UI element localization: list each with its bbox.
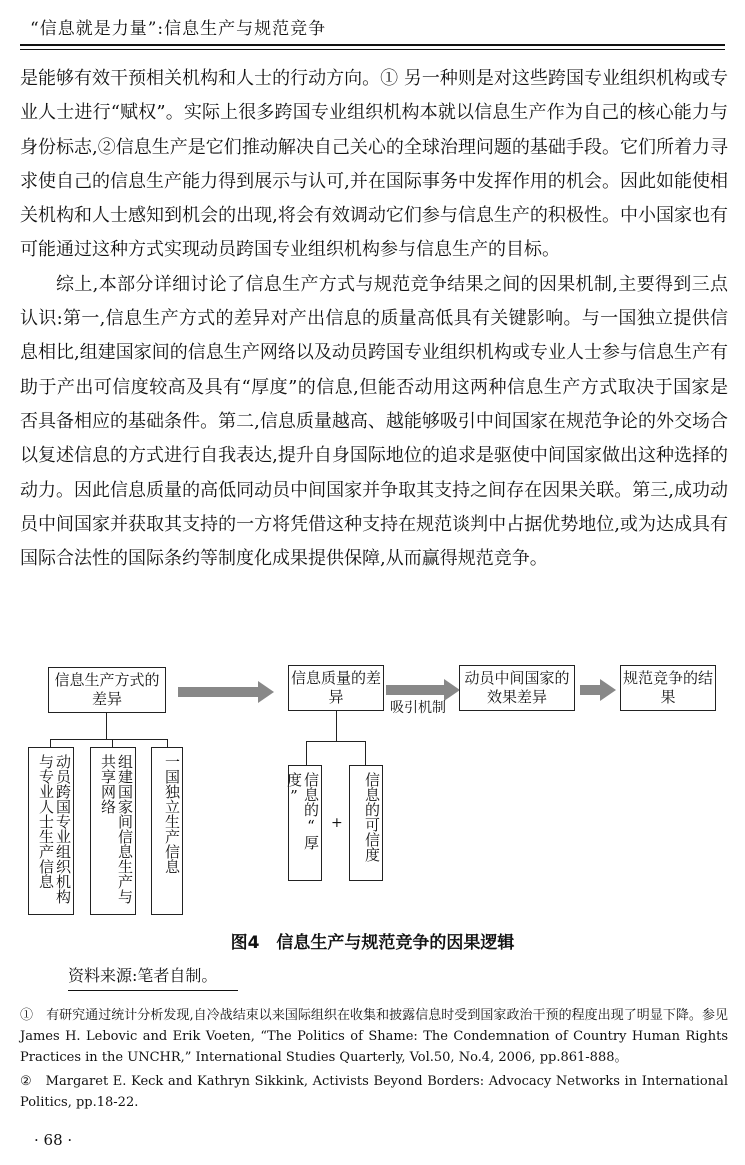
header-rule-thin [20, 49, 725, 50]
arrow-2 [386, 685, 444, 695]
causal-diagram [0, 655, 745, 925]
paragraph-1: 是能够有效干预相关机构和人士的行动方向。① 另一种则是对这些跨国专业组织机构或专业人士进行“赋权”。实际上很多跨国专业组织机构本就以信息生产作为自己的核心能力与身份标志,②信息生产是它们推动解决自己关心的全球治理问题的基础手段。它们所着力寻求使自己的信息生产能力得到展示与认可,并在国际事务中发挥作用的机会。因此如能使相关机构和人士感知到机会的出现,将会有效调动它们参与信息生产的积极性。中小国家也有可能通过这种方式实现动员跨国专业组织机构参与信息生产的目标。 [20, 68, 728, 261]
box-quality-difference: 信息质量的差异 [288, 665, 384, 711]
footnote-2: ② Margaret E. Keck and Kathryn Sikkink, Activists Beyond Borders: Advocacy Networks in International Politics, pp.18-22. [20, 1074, 728, 1110]
mechanism-label: 吸引机制 [390, 700, 446, 716]
footnote-1: ① 有研究通过统计分析发现,自冷战结束以来国际组织在收集和披露信息时受到国家政治干预的程度出现了明显下降。参见 James H. Lebovic and Erik Voeten, “The Politics of Shame: The Condemnation of Country Human Rights Practices in the UNCHR,” International Studies Quarterly, Vol.50, No.4, 2006, pp.861-888。 [20, 1008, 728, 1065]
arrow-1 [178, 687, 258, 697]
header-rule-thick [20, 44, 725, 46]
connector-line [336, 711, 337, 741]
plus-sign: + [331, 815, 343, 831]
quality-thickness: 信息的“厚度” [288, 765, 322, 881]
connector-line [167, 739, 168, 747]
figure-source: 资料来源:笔者自制。 [68, 966, 218, 985]
method-interstate-network: 组建国家间信息生产与共享网络 [90, 747, 136, 915]
connector-line [306, 741, 366, 742]
page-number: · 68 · [34, 1131, 73, 1149]
running-header: “信息就是力量”:信息生产与规范竞争 [30, 19, 327, 39]
method-independent: 一国独立生产信息 [151, 747, 183, 915]
connector-line [306, 741, 307, 765]
connector-line [365, 741, 366, 765]
footnote-rule [68, 990, 238, 991]
method-transnational: 动员跨国专业组织机构与专业人士生产信息 [28, 747, 74, 915]
paragraph-2: 综上,本部分详细讨论了信息生产方式与规范竞争结果之间的因果机制,主要得到三点认识:第一,信息生产方式的差异对产出信息的质量高低具有关键影响。与一国独立提供信息相比,组建国家间的信息生产网络以及动员跨国专业组织机构或专业人士参与信息生产有助于产出可信度较高及具有“厚度”的信息,但能否动用这两种信息生产方式取决于国家是否具备相应的基础条件。第二,信息质量越高、越能够吸引中间国家在规范争论的外交场合以复述信息的方式进行自我表达,提升自身国际地位的追求是驱使中间国家做出这种选择的动力。因此信息质量的高低同动员中间国家并争取其支持之间存在因果关联。第三,成功动员中间国家并获取其支持的一方将凭借这种支持在规范谈判中占据优势地位,或为达成具有国际合法性的国际条约等制度化成果提供保障,从而赢得规范竞争。 [20, 273, 728, 570]
box-competition-result: 规范竞争的结果 [620, 665, 716, 711]
figure-caption: 图4 信息生产与规范竞争的因果逻辑 [230, 933, 515, 953]
connector-line [112, 739, 113, 747]
body-text [20, 62, 728, 576]
arrow-3 [580, 685, 600, 695]
quality-credibility: 信息的可信度 [349, 765, 383, 881]
connector-line [106, 713, 107, 739]
box-production-difference: 信息生产方式的差异 [48, 667, 166, 713]
connector-line [50, 739, 168, 740]
box-mobilization-difference: 动员中间国家的效果差异 [459, 665, 575, 711]
connector-line [50, 739, 51, 747]
